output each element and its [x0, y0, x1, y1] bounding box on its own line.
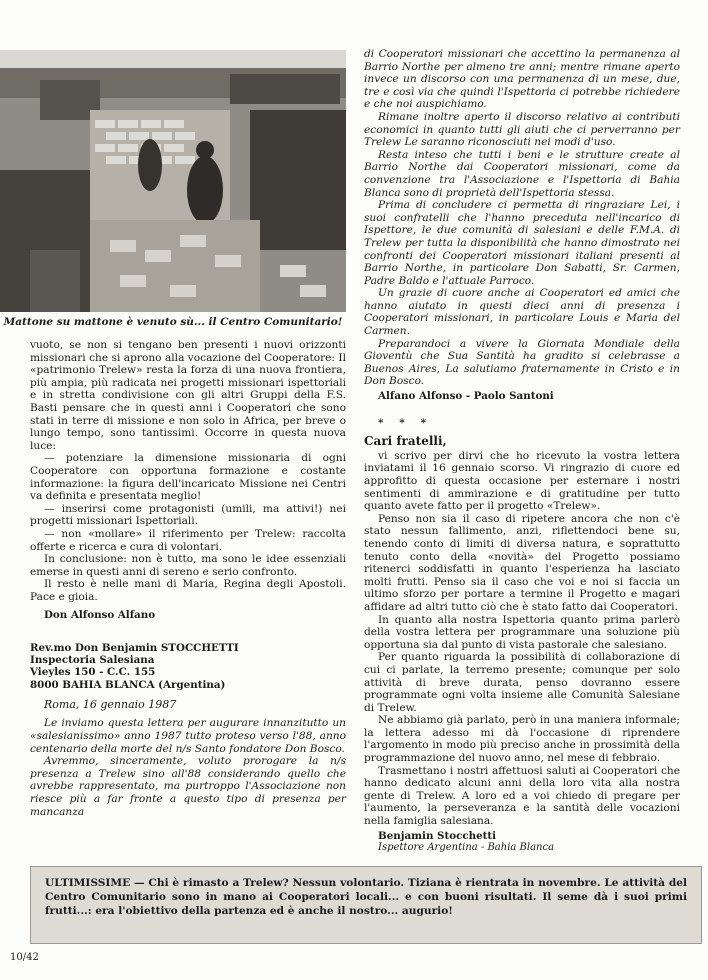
ultimissime-text: ULTIMISSIME — Chi è rimasto a Trelew? Nessun volontario. Tiziana è rientrata in novembre. Le attività del Centro Comunitario sono in mano ai Cooperatori locali... e con buoni risultati. Il seme dà i suoi primi frutti...: era l'obiettivo della partenza ed è anche il nostro... augurio!	[45, 877, 687, 917]
left-paragraph: — potenziare la dimensione missionaria di ogni Cooperatore con opportuna formazione e costante informazione: la figura dell'incaricato Missione nei Centri va definita e presentata meglio!	[30, 452, 346, 503]
reply-paragraph: vi scrivo per dirvi che ho ricevuto la vostra lettera inviatami il 16 gennaio scorso. Vi ringrazio di cuore ed approfitto di questa occasione per esternare i nostri sentimenti di ammirazione e di gratitudine per tutto quanto avete fatto per il progetto «Trelew».	[364, 449, 680, 513]
address-line: Inspectoria Salesiana	[30, 654, 155, 667]
left-paragraph: In conclusione: non è tutto, ma sono le idee essenziali emerse in questi anni di sereno e serio confronto.	[30, 553, 346, 578]
left-paragraph: vuoto, se non si tengano ben presenti i nuovi orizzonti missionari che si aprono alla vocazione del Cooperatore: Il «patrimonio Trelew» resta la forza di una nuova frontiera, più ampia, più radicata nei progetti missionari ispettoriali e in stretta condivisione con gli altri Gruppi della F.S. Basti pensare che in questi anni i Cooperatori che sono stati in terre di missione e non solo in Africa, per breve o lungo tempo, sono tantissimi. Occorre in questa nuova luce:	[30, 339, 346, 452]
construction-photo-image	[0, 50, 346, 312]
letter-paragraph: di Cooperatori missionari che accettino la permanenza al Barrio Northe per almeno tre anni; mentre rimane aperto invece un discorso con una permanenza di un mese, due, tre e così via che quindi l'Ispettoria ci potrebbe richiedere e che noi auspichiamo.	[364, 48, 680, 111]
letter-paragraph: Avremmo, sinceramente, voluto prorogare la n/s presenza a Trelew sino all'88 considerando quello che avrebbe rappresentato, ma purtroppo l'Associazione non riesce più a far fronte a questo tipo di presenza per mancanza	[30, 755, 346, 818]
photo-caption: Mattone su mattone è venuto sù... il Centro Comunitario!	[3, 316, 343, 328]
construction-photo	[0, 50, 346, 312]
page-number: 10/42	[10, 952, 39, 963]
address-line: Vieyles 150 - C.C. 155	[30, 666, 156, 679]
letter-paragraph: Rimane inoltre aperto il discorso relativo ai contributi economici in quanto tutti gli aiuti che ci perverranno per Trelew Le saranno riconosciuti nei modi d'uso.	[364, 110, 680, 149]
letter-paragraph: Resta inteso che tutti i beni e le strutture create al Barrio Northe dai Cooperatori missionari, come da convenzione tra l'Associazione e l'Ispettoria di Bahia Blanca sono di proprietà dell'Ispettoria stessa.	[364, 148, 680, 199]
recipient-address	[30, 642, 346, 691]
letter-paragraph: Preparandoci a vivere la Giornata Mondiale della Gioventù che Sua Santità ha gradito si celebrasse a Buenos Aires, La salutiamo fraternamente in Cristo e in Don Bosco.	[364, 337, 680, 388]
section-separator: * * *	[378, 416, 432, 429]
letter-signature: Alfano Alfonso - Paolo Santoni	[378, 390, 554, 403]
reply-paragraph: Ne abbiamo già parlato, però in una maniera informale; la lettera adesso mi dà l'occasione di riprendere l'argomento in modo più preciso anche in prossimità della programmazione del nuovo anno, nel mese di febbraio.	[364, 714, 680, 765]
ultimissime-box	[30, 866, 702, 944]
left-signature: Don Alfonso Alfano	[44, 609, 156, 622]
right-column	[364, 48, 680, 855]
address-line: 8000 BAHIA BLANCA (Argentina)	[30, 678, 226, 691]
reply-greeting: Cari fratelli,	[364, 434, 447, 449]
reply-signature: Benjamin Stocchetti	[378, 829, 497, 842]
left-paragraph: — inserirsi come protagonisti (umili, ma attivi!) nei progetti missionari Ispettoriali.	[30, 502, 346, 528]
address-line: Rev.mo Don Benjamin STOCCHETTI	[30, 642, 239, 655]
letter-paragraph: Le inviamo questa lettera per augurare innanzitutto un «salesianissimo» anno 1987 tutto proteso verso l'88, anno centenario della morte del n/s Santo fondatore Don Bosco.	[30, 717, 346, 755]
left-paragraph: — non «mollare» il riferimento per Trelew: raccolta offerte e ricerca e cura di volontari.	[30, 527, 346, 553]
reply-paragraph: In quanto alla nostra Ispettoria quanto prima parlerò della vostra lettera per programmare una soluzione più opportuna sia dal punto di vista pastorale che salesiano.	[364, 613, 680, 651]
reply-paragraph: Trasmettano i nostri affettuosi saluti ai Cooperatori che hanno dedicato alcuni anni della loro vita alla nostra gente di Trelew. A loro ed a voi chiedo di pregare per l'aumento, la perseveranza e la santità delle vocazioni nella famiglia salesiana.	[364, 764, 680, 828]
letter-date: Roma, 16 gennaio 1987	[44, 697, 177, 711]
reply-paragraph: Penso non sia il caso di ripetere ancora che non c'è stato nessun fallimento, anzi, riflettendoci bene su, tenendo conto di limiti di diversa natura, e soprattutto tenuto conto della «novità» del Progetto possiamo ritenerci soddisfatti in quanto l'esperienza ha lasciato molti frutti. Penso sia il caso che voi e noi si faccia un ultimo sforzo per portare a termine il Progetto e magari affidare ad altri tutto ciò che è stato fatto dai Cooperatori.	[364, 512, 680, 613]
reply-signature-role: Ispettore Argentina - Bahia Blanca	[378, 842, 555, 854]
letter-paragraph: Prima di concludere ci permetta di ringraziare Lei, i suoi confratelli che l'hanno preceduta nell'incarico di Ispettore, le due comunità di salesiani e delle F.M.A. di Trelew per tutta la disponibilità che hanno dimostrato nei confronti dei Cooperatori missionari italiani presenti al Barrio Northe, in particolare Don Sabatti, Sr. Carmen, Padre Baldo e l'attuale Parroco.	[364, 199, 680, 287]
letter-paragraph: Un grazie di cuore anche ai Cooperatori ed amici che hanno aiutato in questi dieci anni di presenza i Cooperatori missionari, in particolare Louis e Maria del Carmen.	[364, 287, 680, 338]
reply-paragraph: Per quanto riguarda la possibilità di collaborazione di cui ci parlate, la terremo presente; comunque per solo attività di breve durata, penso dovranno essere programmate ogni volta insieme alle Comunità Salesiane di Trelew.	[364, 651, 680, 714]
left-column	[30, 339, 346, 818]
left-paragraph: Il resto è nelle mani di Maria, Regina degli Apostoli. Pace e gioia.	[30, 578, 346, 603]
